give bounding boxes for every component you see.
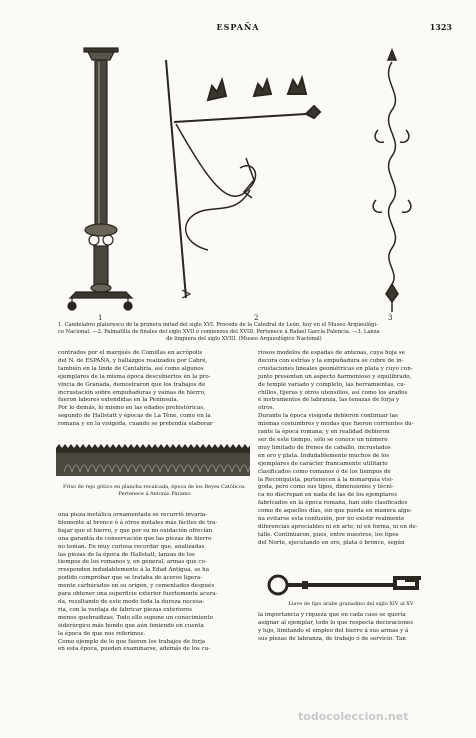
running-title: ESPAÑA [216, 22, 260, 32]
text-line: rresponden indudablemente á la Edad Antigua, se ha [58, 567, 210, 574]
text-line: junto presentan un aspecto harmonioso y equilibrado, [258, 373, 412, 380]
text-line: na evitarse esta confusión, por no existir realmente [258, 516, 405, 523]
caption-line: de linguera del siglo XVIII. (Museo Arqueológico Nacional) [166, 336, 322, 342]
text-line: vincia de Granada, demostraron que los trabajos de [58, 381, 206, 388]
text-line: é instrumentos de labranza, las tenazas de forja y [258, 397, 400, 404]
text-line: romana y en la visigoda, cuando se pretendía elaborar [58, 421, 213, 428]
text-line: segundo de Hallstatt y épocas de La Tène, como en la [58, 413, 211, 420]
text-line: siderúrgico más hondo que aún teniendo en cuenta [58, 622, 204, 629]
text-line: una pieza metálica ornamentada se recurrió invaria- [58, 512, 208, 518]
text-line: ria, con la ventaja de fabricar piezas exteriores [58, 606, 192, 613]
text-line: da, resultando de este modo toda la dureza necesa- [58, 598, 205, 605]
text-line: en oro y plata. Indudablemente muchos de los [258, 452, 390, 459]
text-line: goda, pero como sus tipos, dimensiones y técni- [258, 484, 394, 491]
text-line: también en la linde de Cantabria, así como algunos [58, 365, 204, 372]
figure-label-3: 3 [388, 314, 393, 322]
text-line: rante la época romana; y en realidad debieron [258, 429, 390, 436]
text-line: bajar que el hierro, y que por su no oxidación ofrecían [58, 527, 213, 534]
text-line: tiempos de los romanos y, en general, armas que co- [58, 559, 207, 566]
figure-label-1: 1 [98, 314, 103, 322]
text-line: como de aquellos días, sin que pueda en manera algu- [258, 508, 412, 515]
text-line: ca no discrepan en nada de las de los ejemplares [258, 492, 398, 499]
text-line: talle. Continuaron, pues, entre nuestros, los tipos [258, 531, 399, 538]
text-line: chillos, tijeras y otros utensilios, así como los arados [258, 389, 408, 396]
text-line: y lujo, limitando el empleo del hierro á sus armas y á [258, 627, 409, 634]
text-line: de temple variado y completo, las herramientas, cu- [258, 381, 406, 388]
frieze-illustration [56, 444, 250, 480]
lance-illustration [373, 50, 411, 312]
caption-line: 1. Candelabro plateresco de la primera mitad del siglo XVI. Procede de la Catedral de León, hoy en el Museo Arqueológi- [58, 322, 378, 328]
text-line: diferencias apreciables ni en arte, ni en forma, ni en de- [258, 523, 418, 530]
text-line: la Reconquista, pertenecen á la monarquía visi- [258, 476, 394, 483]
column-left-bottom [58, 512, 248, 654]
text-line: una garantía de conservación que las piezas de hierro [58, 535, 212, 542]
text-line: en esta época, pueden examinarse, además de los cu- [58, 646, 211, 653]
text-line: menos quebradizas. Todo ello supone un conocimiento [58, 614, 213, 621]
text-line: del Norte, ejecutando en oro, plata ó bronce, según [258, 539, 405, 546]
text-line: Por lo demás, lo mismo en las edades prehistóricas, [58, 405, 205, 412]
page-number: 1323 [429, 22, 452, 32]
text-line: las piezas de la época de Hallstatt, lanzas de los [58, 551, 195, 558]
text-line: para obtener una superficie exterior fuertemente acera- [58, 591, 218, 598]
text-line: podido comprobar que se trataba de aceros ligera- [58, 575, 203, 582]
text-line: Como ejemplo de lo que fueron los trabajos de forja [58, 638, 206, 645]
text-line: ejemplares de la misma época descubiertos en la pro- [58, 373, 211, 380]
figure-caption [58, 322, 430, 343]
candelabrum-illustration [68, 48, 132, 310]
figure-label-2: 2 [254, 314, 259, 322]
text-line: crustaciones lineales geométricas en plata y cuyo con- [258, 365, 413, 372]
text-line: clasificados como romanos ó de los tiempos de [258, 468, 391, 475]
text-line: asignar al ejemplar, todo lo que respecta decoraciones [258, 619, 414, 626]
text-line: fueron labores extendidas en la Península. [58, 397, 179, 404]
caption-line: co Nacional. —2. Palmatilla de finales del siglo XVII ó comienzos del XVIII. Pertenece á Rafael García Palencia. —3. Lanza [58, 329, 380, 335]
text-line: mente carburados en su origen, y cementados después [58, 583, 215, 590]
text-line: ejemplares de carácter francamente utilitario [258, 460, 388, 467]
text-line: no tenían. En muy curiosa recordar que, analizadas [58, 543, 205, 550]
text-line: fabricados en la época romana, han sido clasificados [258, 500, 408, 507]
text-line: riosos modelos de espadas de antenas, cuya hoja se [258, 350, 405, 356]
text-line: del N. de ESPAÑA, y hallazgos realizados por Cabré, [58, 357, 208, 364]
text-line: incrustación sobre empuñaduras y vainas de hierro, [58, 389, 206, 396]
column-left-top [58, 350, 248, 429]
text-line: ser de este tiempo, sólo se conoce un número [258, 436, 388, 443]
key-caption: Llave de tipo árabe granadino del siglo XIV al XV [288, 601, 414, 607]
text-line: decora con estrías y la empuñadura se cubre de in- [258, 357, 404, 364]
bracket-illustration [166, 60, 320, 298]
column-right-bottom [258, 612, 442, 644]
text-line: Durante la época visigoda debieron continuar las [258, 413, 398, 420]
column-right-top [258, 350, 442, 548]
text-line: muy limitado de frenos de caballo, incrustados [258, 444, 391, 451]
text-line: contrados por el marqués de Comillas en acrópolis [58, 350, 203, 356]
text-line: otros. [258, 405, 275, 412]
text-line: blemente al bronce ó á otros metales más fáciles de tra- [58, 519, 218, 526]
page-header [0, 22, 476, 36]
text-line: la importancia y riqueza que en cada caso se quería [258, 612, 406, 618]
text-line: sus piezas de labranza, de trabajo ó de servicio. Tan [258, 635, 406, 642]
key-illustration [262, 568, 440, 598]
illustration-plate [58, 40, 428, 322]
watermark: todocoleccion.net [298, 710, 409, 723]
text-line: mismas costumbres y modas que fueron corrientes du- [258, 421, 414, 428]
text-line: la época de que nos referimos. [58, 630, 146, 637]
frieze-caption: Friso de rejo gótico en plancha recalcada, época de los Reyes Católicos. Pertenece á Antonio Páramo [62, 484, 247, 497]
